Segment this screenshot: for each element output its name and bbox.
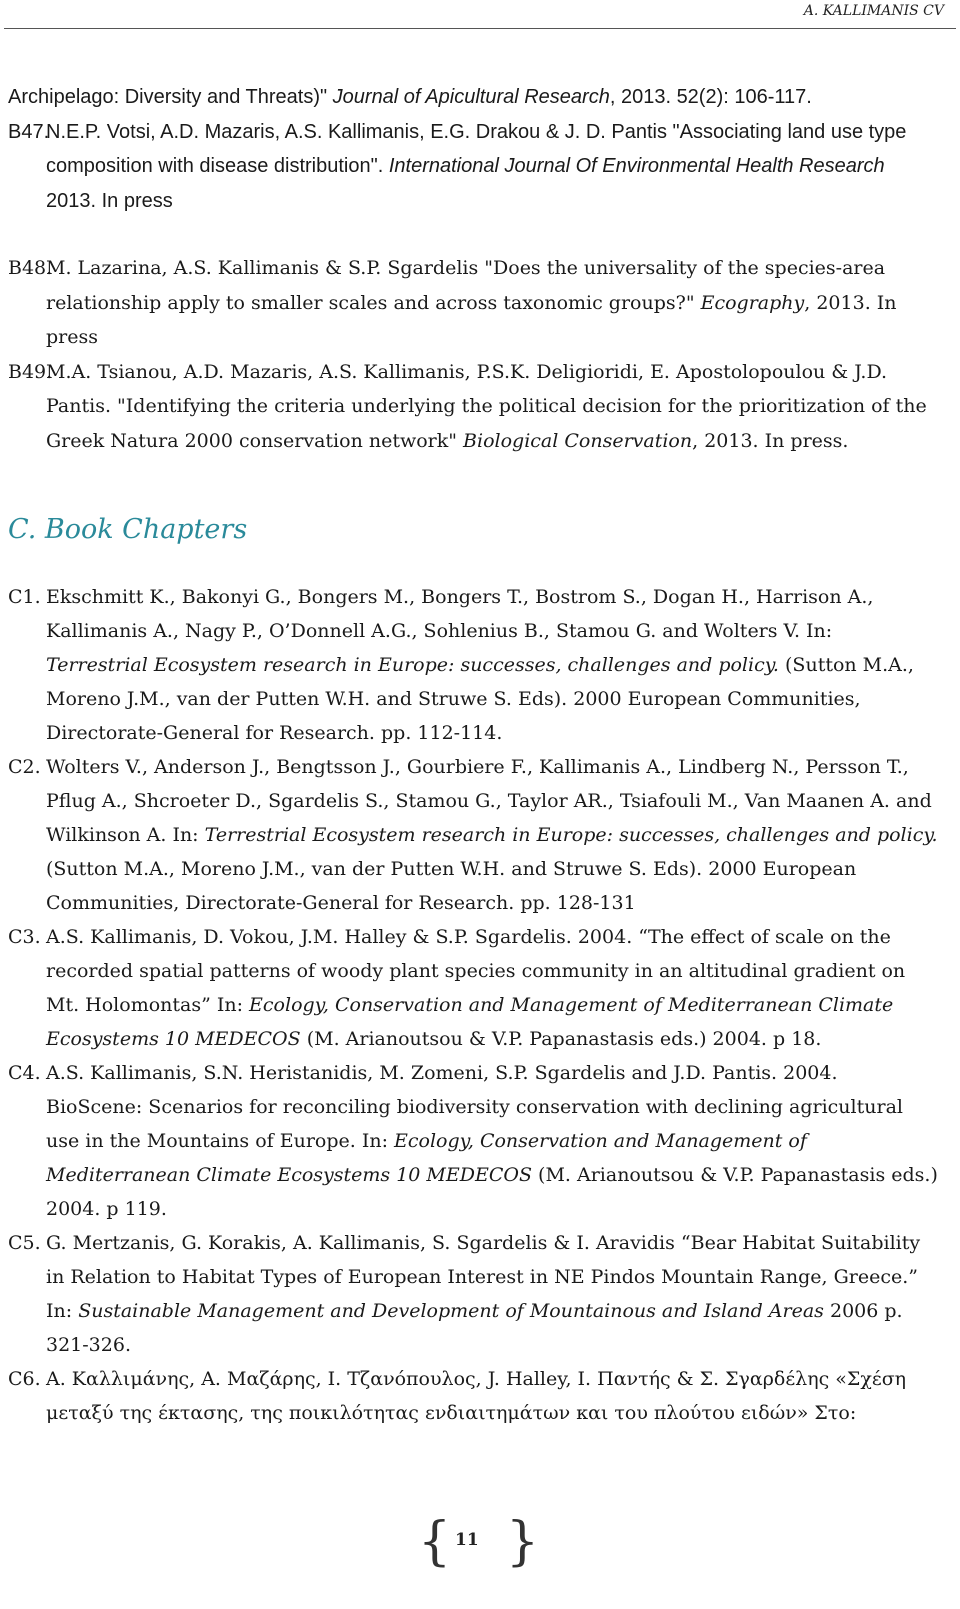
reference-text: , 2013. In press xyxy=(46,291,897,348)
reference-text: Ekschmitt K., Bakonyi G., Bongers M., Bongers T., Bostrom S., Dogan H., Harrison A., Kallimanis A., Nagy P., O’Donnell A.G., Sohlenius B., Stamou G. and Wolters V. In: xyxy=(46,586,874,642)
reference-number: B48. xyxy=(8,257,53,279)
reference-text: Α. Καλλιμάνης, Α. Μαζάρης, Ι. Τζανόπουλος, J. Halley, Ι. Παντής & Σ. Σγαρδέλης «Σχέση μεταξύ της έκτασης, της ποικιλότητας ενδιαιτημάτων και του πλούτου ειδών» Στο: xyxy=(46,1368,907,1424)
reference-entry xyxy=(8,920,938,1056)
reference-entry xyxy=(8,115,938,219)
reference-title-italic: Ecology, Conservation and Management of Mediterranean Climate Ecosystems 10 MEDECOS xyxy=(46,1130,807,1186)
references-mid xyxy=(0,251,960,458)
reference-number: B47. xyxy=(8,120,50,143)
reference-title-italic: Journal of Apicultural Research xyxy=(332,86,610,108)
reference-title-italic: Biological Conservation xyxy=(463,429,693,452)
book-chapters-list xyxy=(0,580,960,1430)
reference-text: 2006 p. 321-326. xyxy=(46,1300,903,1356)
reference-entry xyxy=(8,580,938,750)
reference-text: (M. Arianoutsou & V.P. Papanastasis eds.) 2004. p 18. xyxy=(300,1028,822,1050)
reference-text: Wolters V., Anderson J., Bengtsson J., Gourbiere F., Kallimanis A., Lindberg N., Persson T., Pflug A., Shcroeter D., Sgardelis S., Stamou G., Taylor AR., Tsiafouli M., Van Maanen A. and Wilkinson A. In: xyxy=(46,756,932,846)
reference-title-italic: Ecology, Conservation and Management of Mediterranean Climate Ecosystems 10 MEDECOS xyxy=(46,994,894,1050)
running-header: A. KALLIMANIS CV xyxy=(803,3,944,19)
reference-entry xyxy=(8,355,938,459)
footer-brace-left: { xyxy=(418,1512,452,1572)
reference-title-italic: Terrestrial Ecosystem research in Europe: successes, challenges and policy. xyxy=(46,654,779,676)
reference-text: , 2013. 52(2): 106-117. xyxy=(609,86,812,108)
page-number: 11 xyxy=(455,1530,479,1550)
reference-title-italic: Terrestrial Ecosystem research in Europe: successes, challenges and policy. xyxy=(204,824,938,846)
reference-text: A.S. Kallimanis, D. Vokou, J.M. Halley & S.P. Sgardelis. 2004. “The effect of scale on the recorded spatial patterns of woody plant species community in an altitudinal gradient on Mt. Holomontas” In: xyxy=(46,926,906,1016)
reference-text: (M. Arianoutsou & V.P. Papanastasis eds.) 2004. p 119. xyxy=(46,1164,938,1220)
reference-text: N.E.P. Votsi, A.D. Mazaris, A.S. Kallimanis, E.G. Drakou & J. D. Pantis "Associating land use type composition with disease distribution". xyxy=(46,120,907,177)
reference-title-italic: International Journal Of Environmental Health Research xyxy=(388,155,885,177)
reference-entry xyxy=(8,251,938,355)
section-heading: C. Book Chapters xyxy=(8,514,248,545)
reference-title-italic: Sustainable Management and Development of Mountainous and Island Areas xyxy=(78,1300,824,1322)
reference-text: (Sutton M.A., Moreno J.M., van der Putten W.H. and Struwe S. Eds). 2000 European Communities, Directorate-General for Research. pp. 128-131 xyxy=(46,858,857,914)
reference-text: M. Lazarina, A.S. Kallimanis & S.P. Sgardelis "Does the universality of the species-area relationship apply to smaller scales and across taxonomic groups?" xyxy=(46,257,886,314)
reference-entry xyxy=(8,1056,938,1226)
reference-number: C6. xyxy=(8,1368,41,1390)
reference-text: , 2013. In press. xyxy=(692,429,849,452)
reference-text: A.S. Kallimanis, S.N. Heristanidis, M. Zomeni, S.P. Sgardelis and J.D. Pantis. 2004. BioScene: Scenarios for reconciling biodiversity conservation with declining agricultural use in the Mountains of Europe. In: xyxy=(46,1062,903,1152)
reference-number: C1. xyxy=(8,586,41,608)
footer-brace-right: } xyxy=(506,1512,540,1572)
reference-number: C3. xyxy=(8,926,41,948)
reference-text: 2013. In press xyxy=(46,189,173,212)
reference-text: M.A. Tsianou, A.D. Mazaris, A.S. Kallimanis, P.S.K. Deligioridi, E. Apostolopoulou & J.D. Pantis. "Identifying the criteria underlying the political decision for the prioritization of the Greek Natura 2000 conservation network" xyxy=(46,360,927,452)
reference-entry xyxy=(8,1226,938,1362)
reference-number: C2. xyxy=(8,756,41,778)
reference-entry xyxy=(8,1362,938,1430)
reference-text: G. Mertzanis, G. Korakis, A. Kallimanis, S. Sgardelis & I. Aravidis “Bear Habitat Suitability in Relation to Habitat Types of European Interest in NE Pindos Mountain Range, Greece.” In: xyxy=(46,1232,921,1322)
reference-number: B49. xyxy=(8,360,53,383)
header-rule xyxy=(4,28,956,29)
references-top xyxy=(0,80,960,218)
reference-entry xyxy=(8,80,938,115)
page-footer xyxy=(0,1512,960,1576)
reference-number: C5. xyxy=(8,1232,41,1254)
reference-number: C4. xyxy=(8,1062,41,1084)
reference-text: Archipelago: Diversity and Threats)" xyxy=(8,86,333,108)
reference-entry xyxy=(8,750,938,920)
reference-text: (Sutton M.A., Moreno J.M., van der Putten W.H. and Struwe S. Eds). 2000 European Communities, Directorate-General for Research. pp. 112-114. xyxy=(46,654,914,744)
reference-title-italic: Ecography xyxy=(700,291,805,314)
